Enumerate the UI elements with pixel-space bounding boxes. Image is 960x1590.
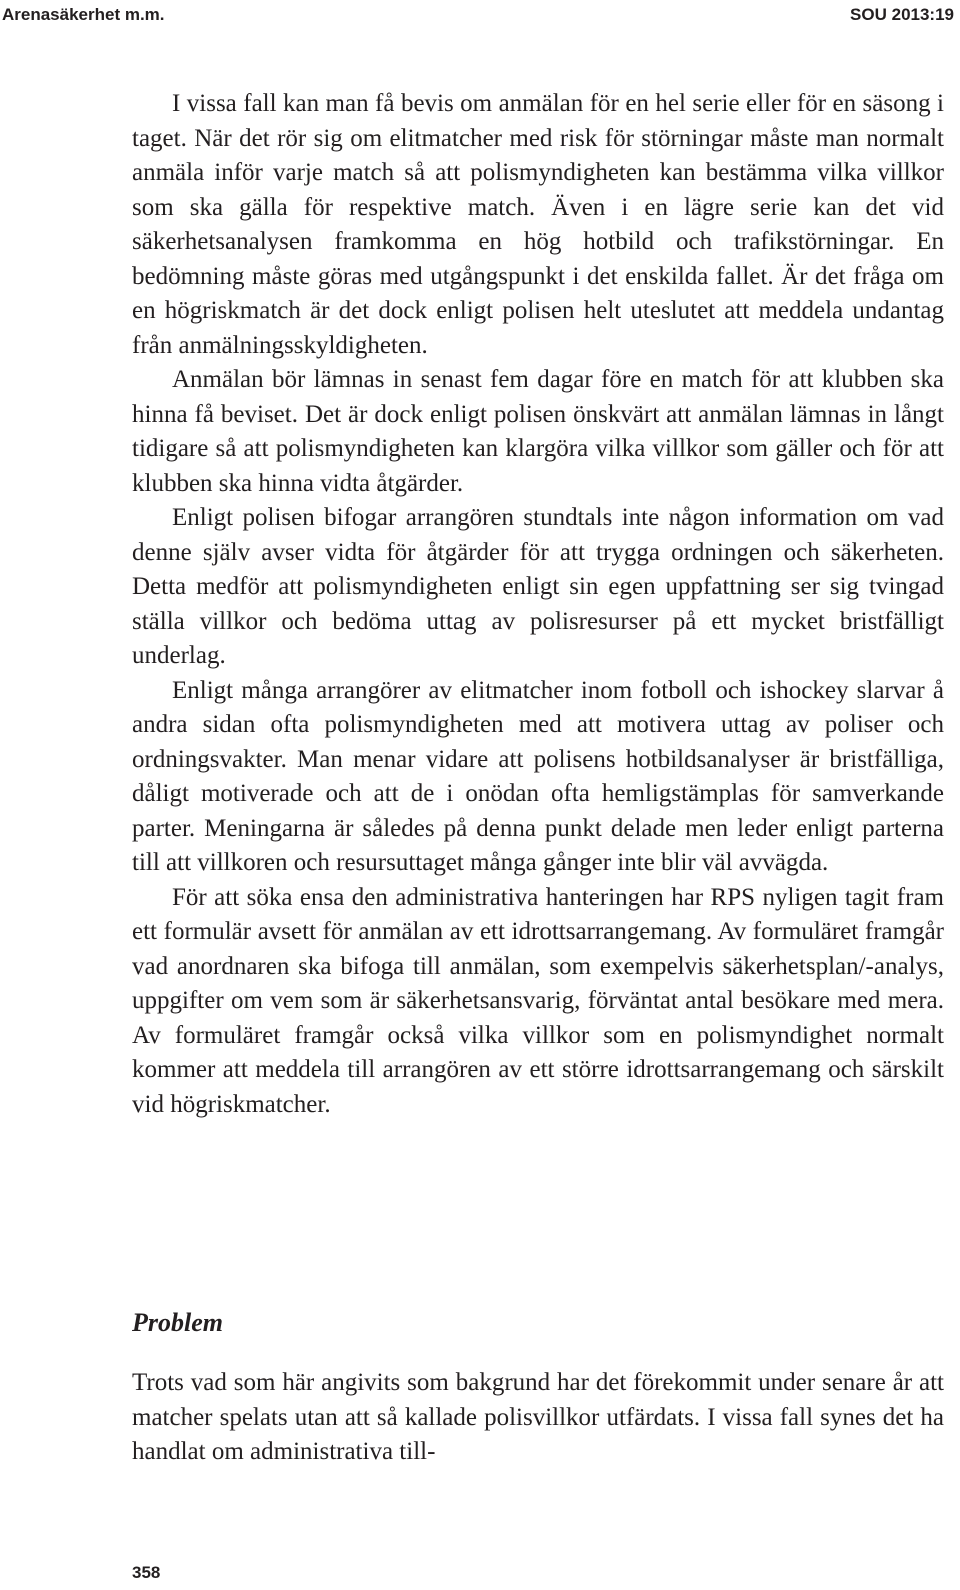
body-text bbox=[132, 87, 944, 1122]
paragraph-1: I vissa fall kan man få bevis om anmälan för en hel serie eller för en säsong i taget. När det rör sig om elitmatcher med risk för störningar måste man normalt anmäla inför varje match så att polismyndigheten kan bestämma vilka villkor som ska gälla för respektive match. Även i en lägre serie kan det vid säkerhetsanalysen framkomma en hög hotbild och trafikstörningar. En bedömning måste göras med utgångspunkt i det enskilda fallet. Är det fråga om en högriskmatch är det dock enligt polisen helt uteslutet att meddela undantag från anmälningsskyldigheten. bbox=[132, 90, 944, 359]
section-paragraph: Trots vad som här angivits som bakgrund har det förekommit under senare år att matcher spelats utan att så kallade polisvillkor utfärdats. I vissa fall synes det ha handlat om administrativa till- bbox=[132, 1369, 944, 1465]
paragraph-2: Anmälan bör lämnas in senast fem dagar före en match för att klubben ska hinna få beviset. Det är dock enligt polisen önskvärt att anmälan lämnas in långt tidigare så att polismyndigheten kan klargöra vilka villkor som gäller och för att klubben ska hinna vidta åtgärder. bbox=[132, 366, 944, 497]
section-body bbox=[132, 1366, 944, 1470]
section-heading: Problem bbox=[132, 1308, 223, 1337]
paragraph-5: För att söka ensa den administrativa hanteringen har RPS nyligen tagit fram ett formulär avsett för anmälan av ett idrottsarrangemang. Av formuläret framgår vad anordnaren ska bifoga till anmälan, som exempelvis säkerhetsplan/-analys, uppgifter om vem som är säkerhetsansvarig, förväntat antal besökare med mera. Av formuläret framgår också vilka villkor som en polismyndighet normalt kommer att meddela till arrangören av ett större idrottsarrangemang och särskilt vid högriskmatcher. bbox=[132, 883, 944, 1118]
page-number: 358 bbox=[132, 1563, 161, 1582]
running-header-report-number: SOU 2013:19 bbox=[850, 5, 954, 24]
running-header-title: Arenasäkerhet m.m. bbox=[2, 5, 165, 24]
paragraph-3: Enligt polisen bifogar arrangören stundtals inte någon information om vad denne själv avser vidta för åtgärder för att trygga ordningen och säkerheten. Detta medför att polismyndigheten enligt sin egen uppfattning ser sig tvingad ställa villkor och bedöma uttag av polisresurser på ett mycket bristfälligt underlag. bbox=[132, 504, 944, 669]
paragraph-4: Enligt många arrangörer av elitmatcher inom fotboll och ishockey slarvar å andra sidan ofta polismyndigheten med att motivera uttag av poliser och ordningsvakter. Man menar vidare att polisens hotbildsanalyser är bristfälliga, dåligt motiverade och att de i onödan ofta hemligstämplas för samverkande parter. Meningarna är således på denna punkt delade men leder enligt parterna till att villkoren och resursuttaget många gånger inte blir väl avvägda. bbox=[132, 676, 944, 876]
running-header bbox=[0, 2, 960, 28]
